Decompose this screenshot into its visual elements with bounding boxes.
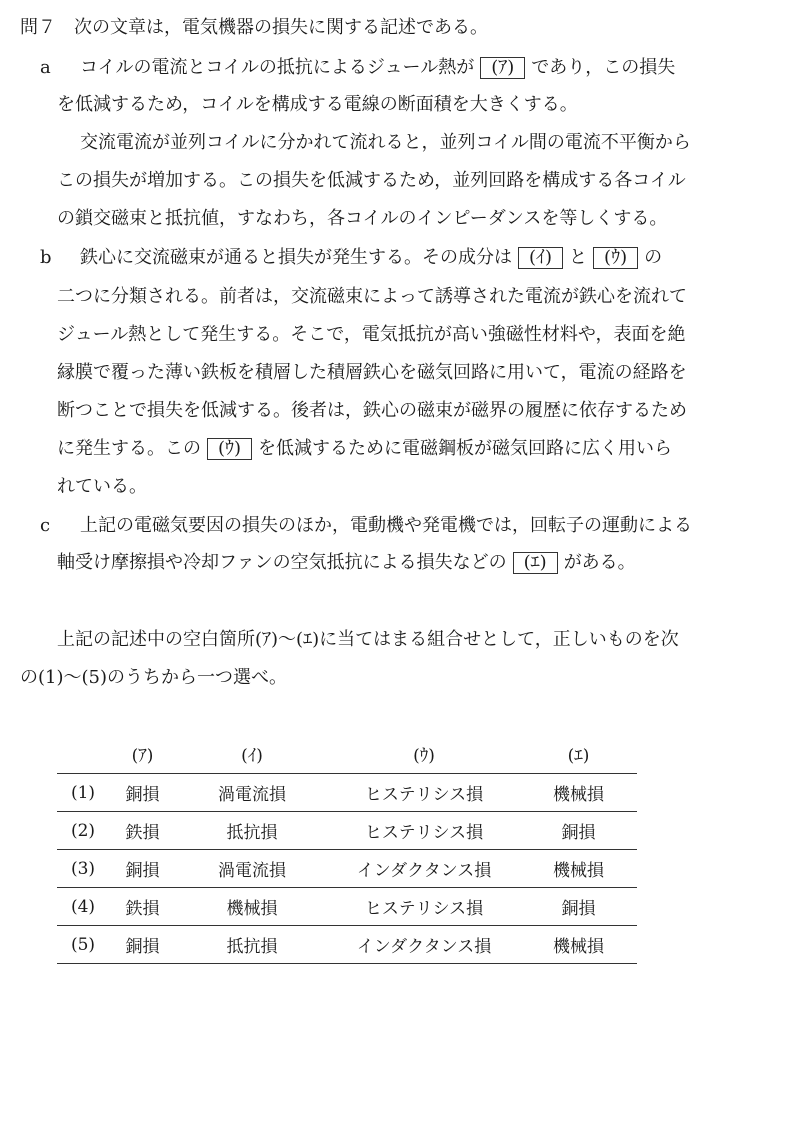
table-cell: 銅損 [520, 812, 637, 850]
para-c-line2-post: がある。 [563, 552, 636, 573]
table-cell: 鉄損 [109, 888, 176, 926]
blank-u-box-2: (ｳ) [207, 438, 252, 460]
answer-table [57, 733, 637, 964]
table-cell: 渦電流損 [176, 774, 328, 812]
table-cell: 抵抗損 [176, 926, 328, 964]
para-a-line3: 交流電流が並列コイルに分かれて流れると，並列コイル間の電流不平衡から [80, 132, 691, 153]
table-cell: 機械損 [176, 888, 328, 926]
blank-e-box: (ｴ) [513, 552, 558, 574]
table-cell: 銅損 [109, 926, 176, 964]
para-b-line5: 断つことで損失を低減する。後者は，鉄心の磁束が磁界の履歴に依存するため [57, 400, 687, 421]
table-cell: 機械損 [520, 926, 637, 964]
para-a-line1-post: であり，この損失 [531, 57, 676, 78]
option-number: (1) [57, 774, 109, 812]
blank-i-box: (ｲ) [518, 247, 563, 269]
para-a-line5: の鎖交磁束と抵抗値，すなわち，各コイルのインピーダンスを等しくする。 [57, 208, 668, 229]
table-header-cell: (ｳ) [413, 745, 435, 766]
para-b-line3: ジュール熱として発生する。そこで，電気抵抗が高い強磁性材料や，表面を絶 [57, 324, 686, 345]
para-b-line1-post: の [644, 247, 663, 268]
para-b-line1-mid: と [569, 247, 588, 268]
option-number: (4) [57, 888, 109, 926]
table-cell: 渦電流損 [176, 850, 328, 888]
table-row [57, 850, 637, 888]
table-cell: ヒステリシス損 [328, 774, 520, 812]
table-cell: 機械損 [520, 774, 637, 812]
table-cell: 銅損 [109, 850, 176, 888]
table-cell: ヒステリシス損 [328, 888, 520, 926]
question-stem: 次の文章は，電気機器の損失に関する記述である。 [74, 17, 488, 38]
table-row [57, 888, 637, 926]
table-cell: 銅損 [109, 774, 176, 812]
para-b-line2: 二つに分類される。前者は，交流磁束によって誘導された電流が鉄心を流れて [57, 286, 687, 307]
para-a-line2: を低減するため，コイルを構成する電線の断面積を大きくする。 [57, 94, 578, 115]
question-number: 問７ [20, 17, 56, 38]
instruction-line2: の(1)～(5)のうちから一つ選べ。 [20, 667, 287, 688]
label-a: a [40, 57, 51, 78]
para-c-line2-pre: 軸受け摩擦損や冷却ファンの空気抵抗による損失などの [57, 552, 507, 573]
para-a-line1-pre: コイルの電流とコイルの抵抗によるジュール熱が [80, 57, 475, 78]
table-cell: 機械損 [520, 850, 637, 888]
table-row [57, 926, 637, 964]
para-c-line1: 上記の電磁気要因の損失のほか，電動機や発電機では，回転子の運動による [80, 515, 692, 536]
option-number: (2) [57, 812, 109, 850]
table-cell: インダクタンス損 [328, 926, 520, 964]
table-cell: 鉄損 [109, 812, 176, 850]
instruction-line1: 上記の記述中の空白箇所(ｱ)～(ｴ)に当てはまる組合せとして，正しいものを次 [57, 629, 679, 650]
blank-u-box: (ｳ) [593, 247, 638, 269]
label-b: b [40, 247, 52, 268]
para-b-line4: 縁膜で覆った薄い鉄板を積層した積層鉄心を磁気回路に用いて，電流の経路を [57, 362, 687, 383]
table-header-cell: (ｱ) [131, 745, 154, 766]
table-header-cell: (ｲ) [241, 745, 263, 766]
table-cell: ヒステリシス損 [328, 812, 520, 850]
para-a-line4: この損失が増加する。この損失を低減するため，並列回路を構成する各コイル [57, 170, 686, 191]
option-number: (5) [57, 926, 109, 964]
para-b-line6-post: を低減するために電磁鋼板が磁気回路に広く用いら [258, 438, 673, 459]
table-cell: インダクタンス損 [328, 850, 520, 888]
blank-a-box: (ｱ) [480, 57, 525, 79]
table-header-cell [57, 733, 109, 774]
option-number: (3) [57, 850, 109, 888]
table-header-cell: (ｴ) [567, 745, 590, 766]
table-cell: 銅損 [520, 888, 637, 926]
label-c: c [40, 515, 51, 536]
table-header-row [57, 733, 637, 774]
para-b-line7: れている。 [57, 476, 147, 497]
para-b-line6-pre: に発生する。この [57, 438, 201, 459]
table-row [57, 774, 637, 812]
para-b-line1-pre: 鉄心に交流磁束が通ると損失が発生する。その成分は [80, 247, 512, 268]
table-cell: 抵抗損 [176, 812, 328, 850]
table-row [57, 812, 637, 850]
